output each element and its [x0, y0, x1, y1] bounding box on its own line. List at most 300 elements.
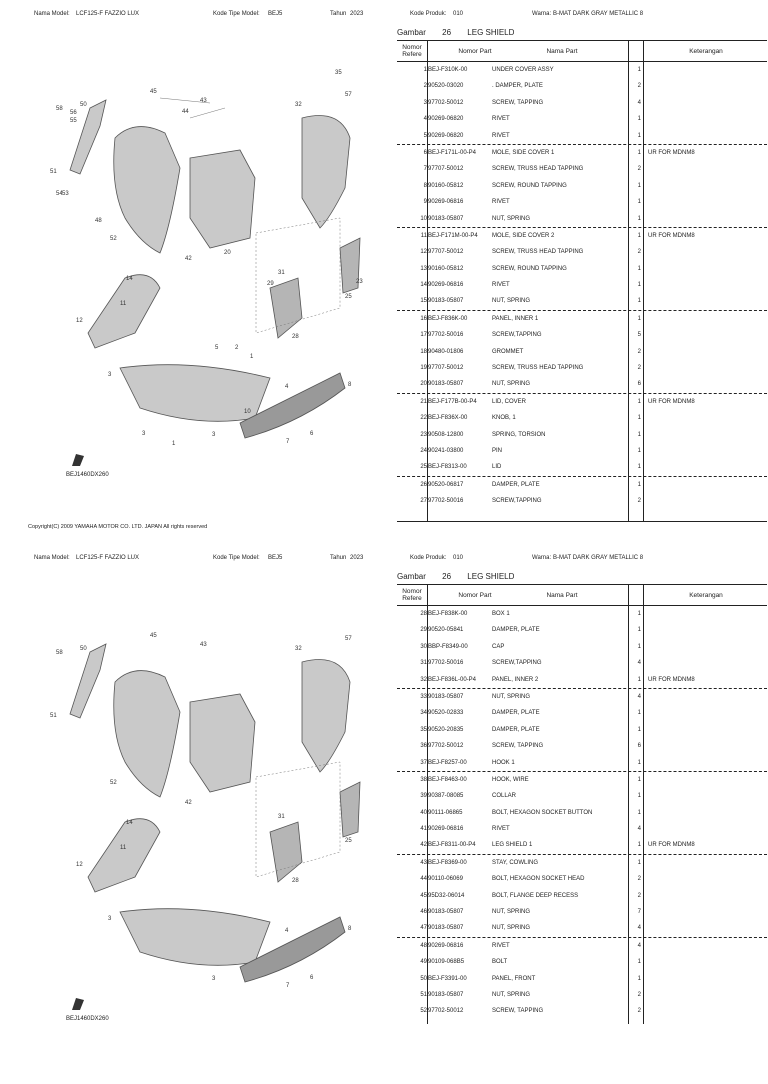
part-number-cell: 90183-05807 — [428, 693, 464, 700]
svg-text:32: 32 — [295, 102, 302, 108]
qty-cell: 1 — [637, 215, 641, 222]
ref-cell: 46 — [420, 909, 427, 916]
table-row — [397, 722, 767, 738]
part-number-cell: 90387-08085 — [428, 793, 464, 800]
note-cell: UR FOR MDNM8 — [648, 676, 695, 683]
table-row — [397, 376, 767, 392]
table-row — [397, 427, 767, 443]
part-number-cell: 90109-068B5 — [428, 959, 465, 966]
note-cell: UR FOR MDNM8 — [648, 232, 695, 239]
exploded-parts-diagram — [40, 622, 370, 1032]
table-row — [397, 937, 767, 954]
ref-cell: 29 — [420, 627, 427, 634]
qty-cell: 1 — [637, 398, 641, 405]
qty-cell: 1 — [637, 464, 641, 471]
ref-cell: 17 — [420, 332, 427, 339]
part-name-cell: DAMPER, PLATE — [492, 627, 540, 634]
table-row — [397, 194, 767, 210]
qty-cell: 1 — [637, 232, 641, 239]
qty-cell: 4 — [637, 660, 641, 667]
parts-table-2 — [397, 584, 767, 1020]
note-cell — [648, 954, 766, 970]
gambar-label: Gambar — [397, 572, 426, 581]
qty-cell: 1 — [637, 116, 641, 123]
part-number-cell: BEJ-F836X-00 — [428, 415, 468, 422]
svg-text:54: 54 — [56, 191, 63, 197]
svg-text:44: 44 — [182, 109, 189, 115]
ref-cell: 8 — [423, 182, 427, 189]
qty-cell: 6 — [637, 743, 641, 750]
ref-cell: 15 — [420, 298, 427, 305]
qty-cell: 1 — [637, 759, 641, 766]
type-value: BEJ5 — [268, 555, 283, 561]
table-body — [397, 606, 767, 1020]
part-number-cell: 97707-50012 — [428, 365, 464, 372]
svg-text:7: 7 — [286, 439, 290, 445]
col-note: Keterangan — [689, 591, 723, 599]
ref-cell: 28 — [420, 611, 427, 617]
svg-text:8: 8 — [348, 382, 352, 388]
svg-text:14: 14 — [126, 820, 133, 826]
svg-text:57: 57 — [345, 92, 352, 98]
part-number-cell: 90480-01806 — [428, 348, 464, 355]
color-label: Warna: — [532, 555, 552, 561]
part-number-cell: 90520-20835 — [428, 726, 464, 733]
table-row — [397, 476, 767, 493]
page-header — [0, 11, 768, 23]
ref-cell: 14 — [420, 282, 427, 289]
table-row — [397, 755, 767, 771]
ref-cell: 30 — [420, 643, 427, 650]
svg-text:3: 3 — [108, 916, 112, 922]
part-number-cell: 90183-05807 — [428, 991, 464, 998]
part-name-cell: NUT, SPRING — [492, 991, 531, 998]
part-number-cell: BEJ-F836K-00 — [428, 315, 468, 322]
gambar-label: Gambar — [397, 28, 426, 37]
qty-cell: 4 — [637, 826, 641, 833]
svg-text:4: 4 — [285, 384, 289, 390]
ref-cell: 45 — [420, 892, 427, 899]
note-cell — [648, 772, 766, 788]
svg-text:52: 52 — [110, 236, 117, 242]
part-name-cell: MOLE, SIDE COVER 1 — [492, 149, 555, 156]
parts-table-1 — [397, 40, 767, 510]
col-note: Keterangan — [689, 47, 723, 55]
qty-cell: 1 — [637, 776, 641, 783]
part-number-cell: 97702-50016 — [428, 660, 464, 667]
table-row — [397, 1003, 767, 1019]
figure-title — [397, 28, 528, 37]
table-header — [397, 40, 767, 62]
svg-text:58: 58 — [56, 650, 63, 656]
note-cell — [648, 689, 766, 705]
table-row — [397, 971, 767, 987]
svg-text:3: 3 — [142, 431, 146, 437]
ref-cell: 18 — [420, 348, 427, 355]
col-name: Nama Part — [546, 47, 578, 55]
part-name-cell: SPRING, TORSION — [492, 431, 546, 438]
part-name-cell: SCREW, TRUSS HEAD TAPPING — [492, 166, 584, 173]
svg-text:20: 20 — [224, 250, 231, 256]
col-divider — [427, 584, 428, 1024]
ref-cell: 12 — [420, 249, 427, 256]
note-cell: UR FOR MDNM8 — [648, 149, 695, 156]
qty-cell: 1 — [637, 975, 641, 982]
svg-text:3: 3 — [108, 372, 112, 378]
part-number-cell: BEJ-F171M-00-P4 — [428, 232, 478, 239]
qty-cell: 1 — [637, 182, 641, 189]
part-name-cell: NUT, SPRING — [492, 909, 531, 916]
ref-cell: 32 — [420, 676, 427, 683]
table-row — [397, 211, 767, 227]
col-divider — [628, 584, 629, 1024]
svg-text:23: 23 — [356, 279, 363, 285]
gambar-number: 26 — [442, 28, 452, 37]
svg-text:53: 53 — [62, 191, 69, 197]
qty-cell: 2 — [637, 1008, 641, 1015]
table-row — [397, 606, 767, 622]
gambar-title: LEG SHIELD — [467, 572, 515, 581]
table-row — [397, 327, 767, 343]
ref-cell: 52 — [420, 1008, 427, 1015]
part-number-cell: 90520-06817 — [428, 481, 464, 488]
qty-cell: 1 — [637, 431, 641, 438]
note-cell — [648, 244, 766, 260]
qty-cell: 1 — [637, 859, 641, 866]
part-name-cell: SCREW, TRUSS HEAD TAPPING — [492, 365, 584, 372]
part-number-cell: BEJ-F171L-00-P4 — [428, 149, 477, 156]
svg-text:11: 11 — [120, 845, 127, 851]
svg-text:12: 12 — [76, 862, 83, 868]
part-name-cell: COLLAR — [492, 793, 517, 800]
table-row — [397, 771, 767, 788]
part-name-cell: NUT, SPRING — [492, 215, 531, 222]
col-divider — [427, 40, 428, 522]
svg-text:45: 45 — [150, 633, 157, 639]
part-name-cell: MOLE, SIDE COVER 2 — [492, 232, 555, 239]
svg-text:48: 48 — [95, 218, 102, 224]
part-number-cell: BEJ-F8311-00-P4 — [428, 842, 476, 849]
part-number-cell: 95D32-06014 — [428, 892, 465, 899]
svg-text:50: 50 — [80, 646, 87, 652]
note-cell — [648, 293, 766, 309]
part-number-cell: 90269-06816 — [428, 826, 464, 833]
figure-title — [397, 572, 528, 581]
year-value: 2023 — [350, 11, 364, 17]
color-value: B-MAT DARK GRAY METALLIC 8 — [553, 555, 644, 561]
svg-text:35: 35 — [335, 70, 342, 76]
note-cell — [648, 376, 766, 392]
part-name-cell: NUT, SPRING — [492, 925, 531, 932]
qty-cell: 4 — [637, 925, 641, 932]
ref-cell: 37 — [420, 759, 427, 766]
note-cell — [648, 111, 766, 127]
note-cell — [648, 277, 766, 293]
table-row — [397, 904, 767, 920]
svg-text:52: 52 — [110, 780, 117, 786]
qty-cell: 1 — [637, 447, 641, 454]
note-cell — [648, 1003, 766, 1019]
ref-cell: 27 — [420, 498, 427, 505]
qty-cell: 5 — [637, 332, 641, 339]
model-label: Nama Model: — [34, 555, 70, 561]
note-cell — [648, 443, 766, 459]
ref-cell: 11 — [420, 232, 427, 239]
svg-text:28: 28 — [292, 878, 299, 884]
table-row — [397, 954, 767, 970]
type-value: BEJ5 — [268, 11, 283, 17]
ref-cell: 33 — [420, 693, 427, 700]
part-number-cell: BEJ-F3391-00 — [428, 975, 467, 982]
col-part: Nomor Part — [458, 47, 492, 55]
qty-cell: 2 — [637, 991, 641, 998]
ref-cell: 9 — [423, 199, 427, 206]
color-label: Warna: — [532, 11, 552, 17]
part-name-cell: STAY, COWLING — [492, 859, 539, 866]
ref-cell: 19 — [420, 365, 427, 372]
ref-cell: 43 — [420, 859, 427, 866]
part-name-cell: SCREW, TAPPING — [492, 743, 544, 750]
ref-cell: 22 — [420, 415, 427, 422]
note-cell — [648, 360, 766, 376]
part-number-cell: 90183-05807 — [428, 215, 464, 222]
qty-cell: 2 — [637, 348, 641, 355]
ref-cell: 48 — [420, 942, 427, 949]
svg-text:50: 50 — [80, 102, 87, 108]
table-row — [397, 161, 767, 177]
table-row — [397, 144, 767, 161]
part-number-cell: BBP-F8349-00 — [428, 643, 468, 650]
type-label: Kode Tipe Model: — [213, 555, 260, 561]
qty-cell: 4 — [637, 99, 641, 106]
table-row — [397, 805, 767, 821]
part-number-cell: BEJ-F8257-00 — [428, 759, 467, 766]
ref-cell: 10 — [420, 215, 427, 222]
col-part: Nomor Part — [458, 591, 492, 599]
part-number-cell: 90183-05807 — [428, 381, 464, 388]
note-cell — [648, 311, 766, 327]
qty-cell: 1 — [637, 298, 641, 305]
part-name-cell: SCREW,TAPPING — [492, 498, 542, 505]
diagram-part-number: BEJ1460DX260 — [66, 1016, 109, 1022]
part-number-cell: 90269-06820 — [428, 116, 464, 123]
part-name-cell: SCREW, TAPPING — [492, 99, 544, 106]
ref-cell: 1 — [423, 67, 427, 73]
ref-cell: 49 — [420, 959, 427, 966]
qty-cell: 1 — [637, 676, 641, 683]
svg-text:2: 2 — [235, 345, 239, 351]
table-row — [397, 443, 767, 459]
copyright-text: Copyright(C) 2009 YAMAHA MOTOR CO. LTD. JAPAN All rights reserved — [28, 524, 208, 530]
col-ref: Nomor Refere — [402, 588, 422, 602]
part-name-cell: LID, COVER — [492, 398, 527, 405]
svg-text:29: 29 — [267, 281, 274, 287]
page-header — [0, 555, 768, 567]
note-cell — [648, 904, 766, 920]
part-name-cell: RIVET — [492, 199, 510, 206]
ref-cell: 26 — [420, 481, 427, 488]
note-cell — [648, 95, 766, 111]
svg-text:5: 5 — [215, 345, 219, 351]
table-body — [397, 62, 767, 510]
ref-cell: 39 — [420, 793, 427, 800]
note-cell — [648, 477, 766, 493]
svg-text:31: 31 — [278, 270, 285, 276]
catalog-page-1 — [0, 0, 768, 540]
qty-cell: 1 — [637, 315, 641, 322]
table-row — [397, 821, 767, 837]
part-name-cell: RIVET — [492, 826, 510, 833]
note-cell — [648, 888, 766, 904]
note-cell — [648, 938, 766, 954]
part-number-cell: 97702-50012 — [428, 743, 464, 750]
ref-cell: 6 — [423, 149, 427, 156]
gambar-number: 26 — [442, 572, 452, 581]
part-number-cell: 97707-50012 — [428, 249, 464, 256]
svg-text:3: 3 — [212, 976, 216, 982]
table-row — [397, 62, 767, 78]
part-number-cell: 90520-03020 — [428, 83, 464, 90]
part-name-cell: BOX 1 — [492, 611, 510, 617]
table-header — [397, 584, 767, 606]
part-name-cell: SCREW, TRUSS HEAD TAPPING — [492, 249, 584, 256]
part-name-cell: BOLT, HEXAGON SOCKET BUTTON — [492, 809, 593, 816]
ref-cell: 41 — [420, 826, 427, 833]
table-row — [397, 344, 767, 360]
table-row — [397, 493, 767, 509]
qty-cell: 1 — [637, 611, 641, 617]
svg-text:42: 42 — [185, 256, 192, 262]
part-name-cell: NUT, SPRING — [492, 298, 531, 305]
table-row — [397, 128, 767, 144]
svg-text:1: 1 — [172, 441, 176, 447]
part-number-cell: BEJ-F8369-00 — [428, 859, 467, 866]
part-number-cell: 90508-12800 — [428, 431, 464, 438]
note-cell — [648, 427, 766, 443]
qty-cell: 1 — [637, 809, 641, 816]
part-number-cell: 90520-02833 — [428, 710, 464, 717]
part-name-cell: NUT, SPRING — [492, 381, 531, 388]
ref-cell: 34 — [420, 710, 427, 717]
part-name-cell: NUT, SPRING — [492, 693, 531, 700]
qty-cell: 1 — [637, 67, 641, 73]
part-number-cell: 90183-05807 — [428, 298, 464, 305]
part-name-cell: RIVET — [492, 116, 510, 123]
qty-cell: 2 — [637, 365, 641, 372]
table-row — [397, 788, 767, 804]
ref-cell: 21 — [420, 398, 427, 405]
svg-text:7: 7 — [286, 983, 290, 989]
table-row — [397, 705, 767, 721]
part-name-cell: PANEL, FRONT — [492, 975, 536, 982]
part-number-cell: 97707-50012 — [428, 166, 464, 173]
type-label: Kode Tipe Model: — [213, 11, 260, 17]
svg-text:8: 8 — [348, 926, 352, 932]
ref-cell: 7 — [423, 166, 427, 173]
svg-text:56: 56 — [70, 110, 77, 116]
part-number-cell: 90269-06816 — [428, 199, 464, 206]
ref-cell: 42 — [420, 842, 427, 849]
note-cell — [648, 161, 766, 177]
ref-cell: 31 — [420, 660, 427, 667]
part-number-cell: 90111-06865 — [428, 809, 463, 816]
note-cell — [648, 920, 766, 936]
part-name-cell: SCREW,TAPPING — [492, 332, 542, 339]
part-name-cell: RIVET — [492, 942, 510, 949]
note-cell — [648, 78, 766, 94]
part-name-cell: CAP — [492, 643, 505, 650]
svg-text:42: 42 — [185, 800, 192, 806]
table-row — [397, 95, 767, 111]
part-number-cell: BEJ-F8313-00 — [428, 464, 467, 471]
part-name-cell: GROMMET — [492, 348, 524, 355]
ref-cell: 35 — [420, 726, 427, 733]
qty-cell: 1 — [637, 959, 641, 966]
note-cell — [648, 410, 766, 426]
svg-text:6: 6 — [310, 431, 314, 437]
table-row — [397, 111, 767, 127]
note-cell — [648, 987, 766, 1003]
table-row — [397, 78, 767, 94]
table-row — [397, 987, 767, 1003]
svg-text:28: 28 — [292, 334, 299, 340]
note-cell — [648, 639, 766, 655]
col-ref: Nomor Refere — [402, 44, 422, 58]
qty-cell: 1 — [637, 643, 641, 650]
part-name-cell: SCREW, ROUND TAPPING — [492, 182, 567, 189]
table-row — [397, 459, 767, 475]
product-label: Kode Produk: — [410, 555, 447, 561]
ref-cell: 36 — [420, 743, 427, 750]
ref-cell: 44 — [420, 876, 427, 883]
qty-cell: 1 — [637, 199, 641, 206]
part-name-cell: DAMPER, PLATE — [492, 481, 540, 488]
svg-text:58: 58 — [56, 106, 63, 112]
table-row — [397, 410, 767, 426]
svg-text:57: 57 — [345, 636, 352, 642]
part-number-cell: 90160-05812 — [428, 265, 464, 272]
part-number-cell: 90520-05841 — [428, 627, 464, 634]
year-label: Tahun — [330, 555, 347, 561]
part-name-cell: KNOB, 1 — [492, 415, 516, 422]
qty-cell: 1 — [637, 710, 641, 717]
qty-cell: 2 — [637, 892, 641, 899]
part-name-cell: DAMPER, PLATE — [492, 710, 540, 717]
part-name-cell: HOOK 1 — [492, 759, 515, 766]
part-name-cell: UNDER COVER ASSY — [492, 67, 554, 73]
part-name-cell: PIN — [492, 447, 503, 454]
part-name-cell: DAMPER, PLATE — [492, 726, 540, 733]
table-row — [397, 672, 767, 688]
table-row — [397, 920, 767, 936]
svg-text:43: 43 — [200, 642, 207, 648]
qty-cell: 2 — [637, 876, 641, 883]
part-name-cell: BOLT — [492, 959, 508, 966]
note-cell — [648, 327, 766, 343]
svg-text:12: 12 — [76, 318, 83, 324]
table-row — [397, 360, 767, 376]
qty-cell: 4 — [637, 942, 641, 949]
product-value: 010 — [453, 555, 464, 561]
part-name-cell: PANEL, INNER 1 — [492, 315, 539, 322]
note-cell — [648, 788, 766, 804]
qty-cell: 1 — [637, 282, 641, 289]
part-number-cell: 97702-50012 — [428, 1008, 464, 1015]
part-number-cell: BEJ-F310K-00 — [428, 67, 468, 73]
svg-text:1: 1 — [250, 354, 254, 360]
part-name-cell: RIVET — [492, 282, 510, 289]
svg-text:25: 25 — [345, 294, 352, 300]
